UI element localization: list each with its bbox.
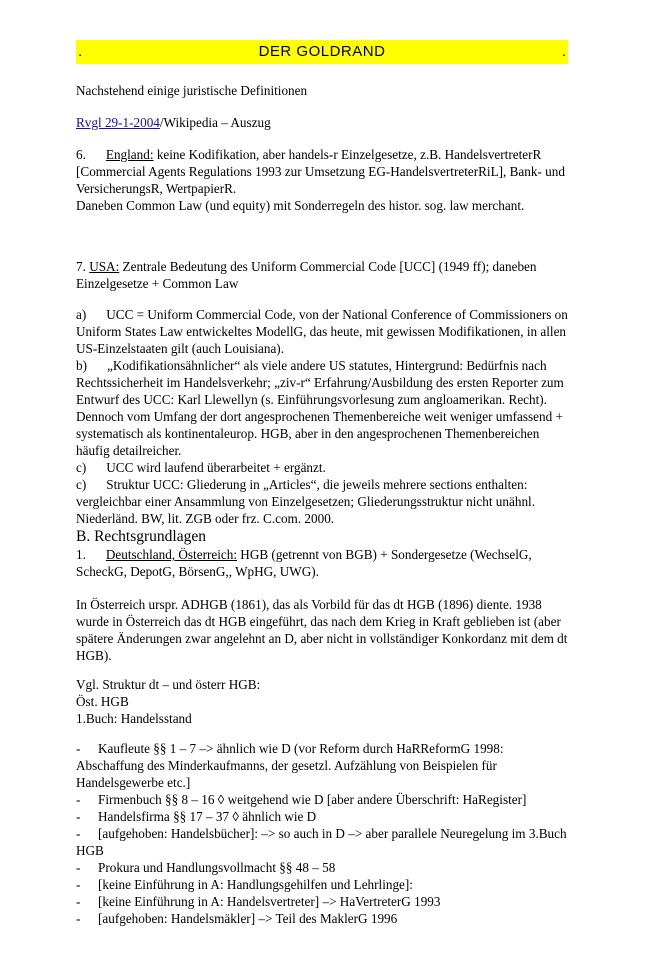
list-item-text: Firmenbuch §§ 8 – 16 ◊ weitgehend wie D [aber andere Überschrift: HaRegister] [98, 792, 527, 807]
structure-comparison [76, 676, 571, 727]
england-label: England: [105, 147, 154, 162]
hgb-list [76, 740, 571, 927]
ucc-item-c1-marker: c) [76, 460, 87, 475]
ucc-item-a [76, 306, 571, 357]
list-item-text: Kaufleute §§ 1 – 7 –> ähnlich wie D (vor Reform durch HaRReformG 1998: Abschaffung des Minderkaufmanns, der gesetzl. Aufzählung von Beispielen für Handelsgewerbe etc.] [76, 741, 504, 790]
list-item: - Prokura und Handlungsvollmacht §§ 48 – 58 [76, 860, 336, 875]
list-item-text: [aufgehoben: Handelsbücher]: –> so auch in D –> aber parallele Neuregelung im 3.Buch HGB [76, 826, 567, 858]
reference-link[interactable]: Rvgl 29-1-2004 [76, 115, 160, 130]
structure-line-2: Öst. HGB [76, 694, 129, 709]
usa-text: Zentrale Bedeutung des Uniform Commercial Code [UCC] (1949 ff); daneben Einzelgesetze + Common Law [76, 259, 537, 291]
england-number: 6. [76, 147, 86, 162]
title-banner [76, 40, 568, 64]
england-text-2: Daneben Common Law (und equity) mit Sonderregeln des histor. sog. law merchant. [76, 198, 525, 213]
list-item-text: [keine Einführung in A: Handlungsgehilfen und Lehrlinge]: [98, 877, 413, 892]
ucc-item-b-text: „Kodifikationsähnlicher“ als viele andere US statutes, Hintergrund: Bedürfnis nach Rechtssicherheit im Handelsverkehr; „ziv-r“ Erfahrung/Ausbildung des ersten Reporter zum Entwurf des UCC: Karl Llewellyn (s. Einführungsvorlesung zum angloamerikan. Recht). Dennoch vom Umfang der dort angesprochenen Themenbereiche weit weniger umfassend + systematisch als kontinentaleurop. HGB, aber in den angesprochenen Themenbereichen häufig detailreicher. [76, 358, 564, 458]
ucc-item-b [76, 357, 571, 459]
list-item: - Handelsfirma §§ 17 – 37 ◊ ähnlich wie D [76, 809, 317, 824]
banner-dot-left: . [78, 43, 83, 60]
banner-dot-right: . [561, 43, 566, 60]
structure-line-1: Vgl. Struktur dt – und österr HGB: [76, 677, 261, 692]
reference-suffix: /Wikipedia – Auszug [159, 115, 271, 130]
list-item: - Firmenbuch §§ 8 – 16 ◊ weitgehend wie D [aber andere Überschrift: HaRegister] [76, 792, 527, 807]
structure-line-3: 1.Buch: Handelsstand [76, 711, 192, 726]
ucc-item-a-text: UCC = Uniform Commercial Code, von der National Conference of Commissioners on Uniform States Law entwickeltes ModellG, das heute, mit gewissen Modifikationen, in allen US-Einzelstaaten gilt (auch Louisiana). [76, 307, 568, 356]
england-section [76, 146, 571, 214]
ucc-item-a-marker: a) [76, 307, 87, 322]
list-item: - [keine Einführung in A: Handelsvertreter] –> HaVertreterG 1993 [76, 894, 441, 909]
list-item: - [aufgehoben: Handelsbücher]: –> so auch in D –> aber parallele Neuregelung im 3.Buch HGB [76, 826, 567, 858]
ucc-item-c2-marker: c) [76, 477, 87, 492]
section-b-number: 1. [76, 547, 86, 562]
page-title: DER GOLDRAND [258, 43, 386, 60]
section-b-text: HGB (getrennt von BGB) + Sondergesetze (WechselG, ScheckG, DepotG, BörsenG,, WpHG, UWG). [76, 547, 532, 579]
austria-paragraph: In Österreich urspr. ADHGB (1861), das als Vorbild für das dt HGB (1896) diente. 1938 wurde in Österreich das dt HGB eingeführt, das nach dem Krieg in Kraft geblieben ist (aber spätere Änderungen zwar angelehnt an D, aber nicht in vollständiger Konkordanz mit dem dt HGB). [76, 597, 568, 663]
list-item-text: Handelsfirma §§ 17 – 37 ◊ ähnlich wie D [98, 809, 317, 824]
england-text: keine Kodifikation, aber handels-r Einzelgesetze, z.B. HandelsvertreterR [Commercial Agents Regulations 1993 zur Umsetzung EG-HandelsvertreterRiL], Bank- und VersicherungsR, WertpapierR. [76, 147, 565, 196]
list-item: - [aufgehoben: Handelsmäkler] –> Teil des MaklerG 1996 [76, 911, 398, 926]
usa-section [76, 258, 571, 292]
ucc-item-b-marker: b) [76, 358, 87, 373]
ucc-item-c2-text: Struktur UCC: Gliederung in „Articles“, die jeweils mehrere sections enthalten: vergleichbar einer Ansammlung von Einzelgesetzen; Gliederungsstruktur nicht unähnl. Niederländ. BW, lit. ZGB oder frz. C.com. 2000. [76, 477, 535, 526]
ucc-item-c1-text: UCC wird laufend überarbeitet + ergänzt. [106, 460, 326, 475]
list-item: - [keine Einführung in A: Handlungsgehilfen und Lehrlinge]: [76, 877, 413, 892]
list-item-text: [aufgehoben: Handelsmäkler] –> Teil des MaklerG 1996 [98, 911, 398, 926]
list-item: - Kaufleute §§ 1 – 7 –> ähnlich wie D (vor Reform durch HaRReformG 1998: Abschaffung des Minderkaufmanns, der gesetzl. Aufzählung von Beispielen für Handelsgewerbe etc.] [76, 741, 504, 790]
list-item-text: [keine Einführung in A: Handelsvertreter] –> HaVertreterG 1993 [98, 894, 441, 909]
list-item-text: Prokura und Handlungsvollmacht §§ 48 – 58 [98, 860, 336, 875]
usa-number: 7. [76, 259, 86, 274]
usa-label: USA: [89, 259, 120, 274]
section-b-heading: B. Rechtsgrundlagen [76, 528, 207, 545]
reference-line [76, 114, 571, 131]
ucc-item-c1 [76, 459, 571, 476]
ucc-list [76, 306, 571, 527]
section-b-label: Deutschland, Österreich: [105, 547, 237, 562]
section-b-item-1 [76, 546, 571, 580]
intro-text: Nachstehend einige juristische Definitionen [76, 83, 308, 98]
ucc-item-c2 [76, 476, 571, 527]
